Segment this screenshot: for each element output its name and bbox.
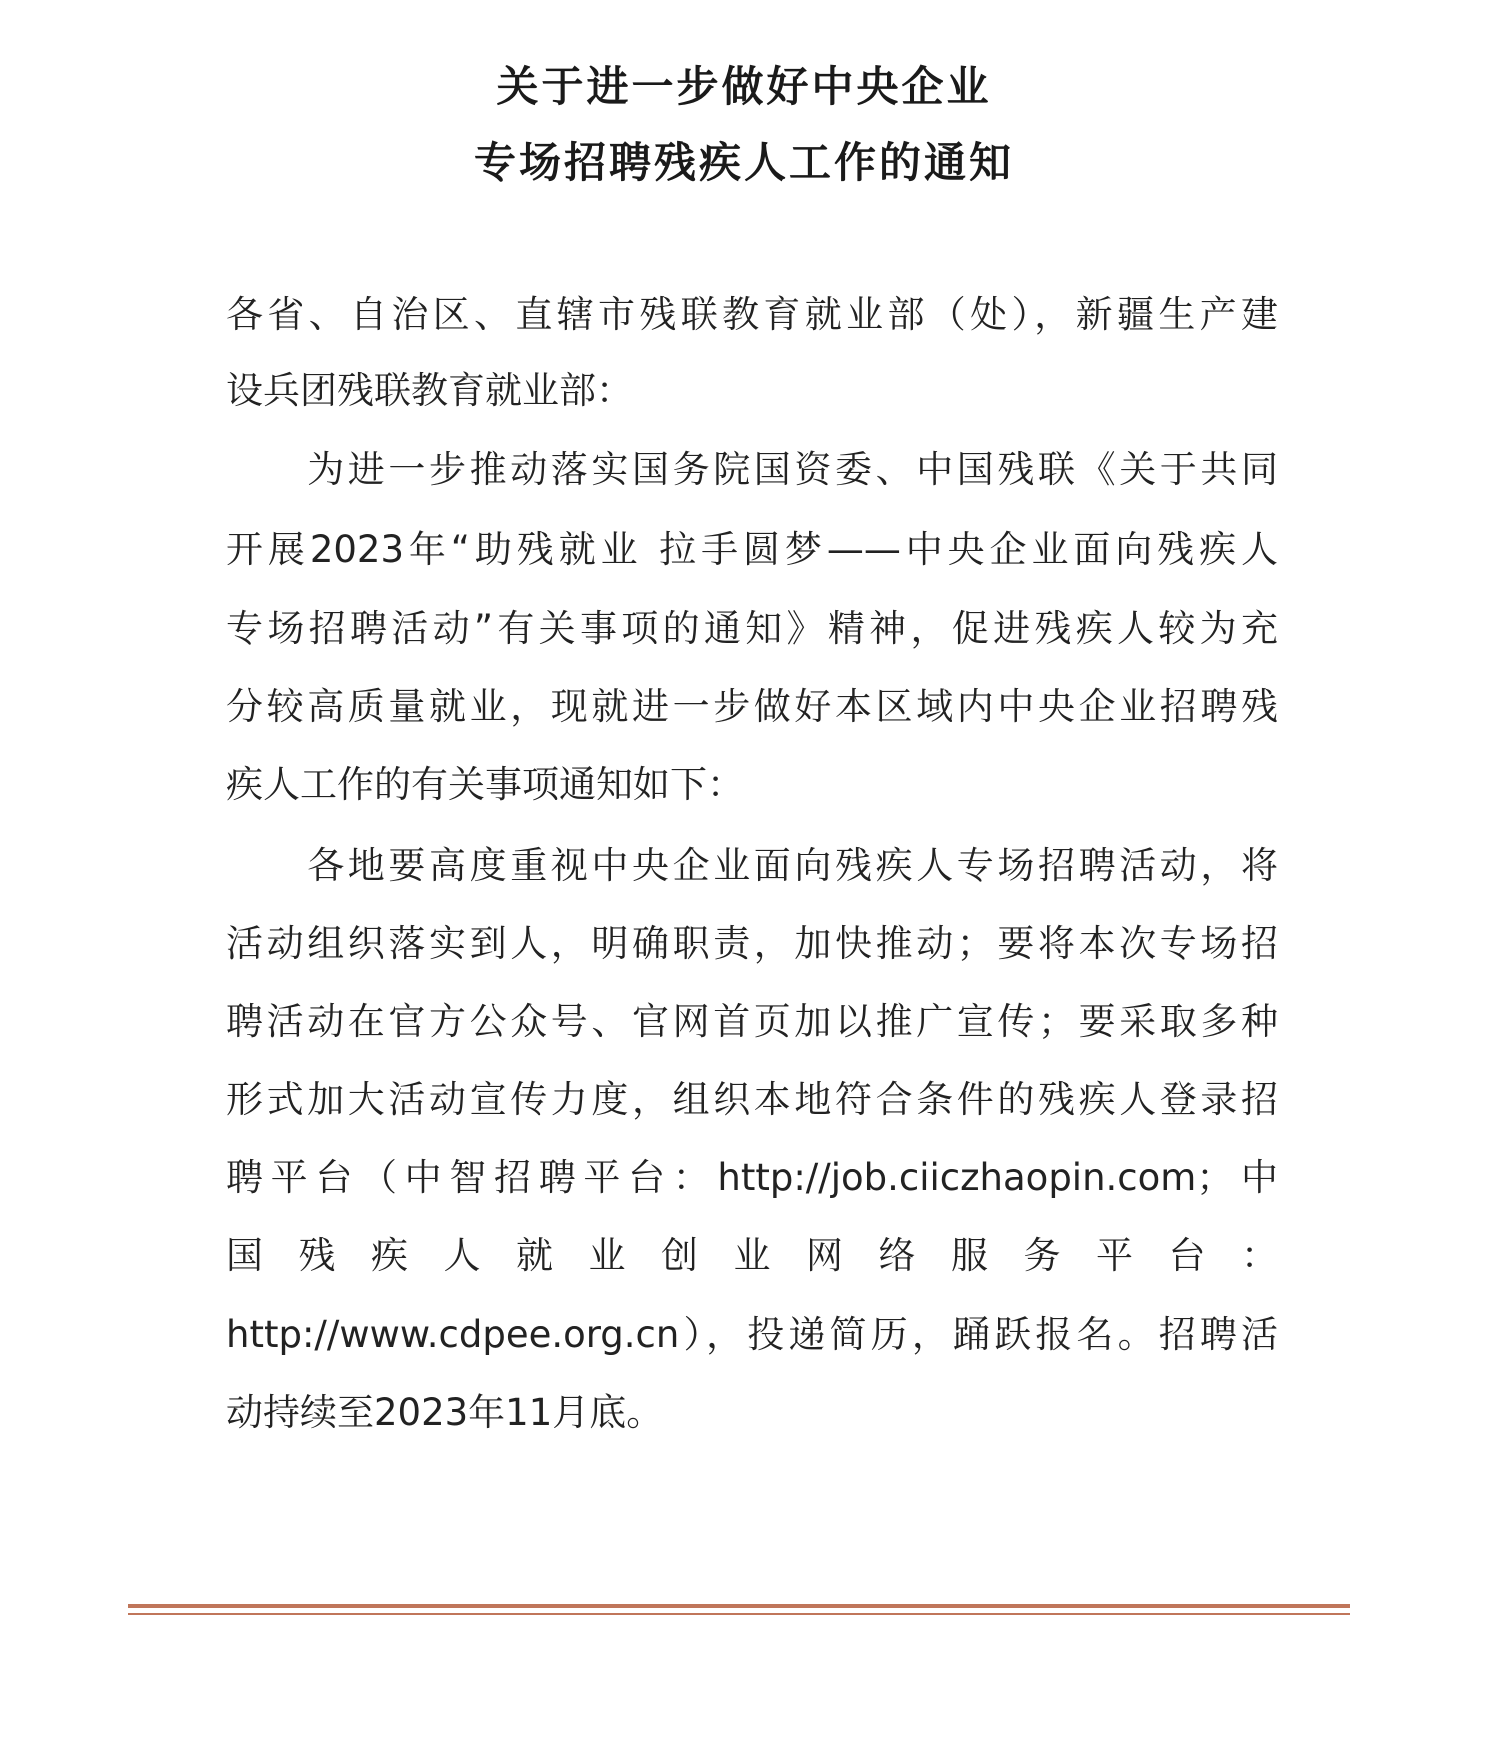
document-title-line-1: 关于进一步做好中央企业	[496, 62, 992, 111]
body-line-6: 分较高质量就业，现就进一步做好本区域内中央企业招聘残	[226, 685, 1278, 728]
body-line-7: 疾人工作的有关事项通知如下：	[226, 763, 744, 806]
body-line-9: 活动组织落实到人，明确职责，加快推动；要将本次专场招	[226, 922, 1278, 965]
body-line-15: 动持续至2023年11月底。	[226, 1391, 664, 1434]
body-line-2: 设兵团残联教育就业部：	[226, 369, 633, 412]
body-line-8: 各地要高度重视中央企业面向残疾人专场招聘活动，将	[226, 844, 1278, 887]
footer-rule-thick	[128, 1604, 1350, 1608]
body-line-12: 聘平台（中智招聘平台：http://job.ciiczhaopin.com；中	[226, 1156, 1278, 1199]
body-line-3: 为进一步推动落实国务院国资委、中国残联《关于共同	[226, 448, 1278, 491]
body-line-10: 聘活动在官方公众号、官网首页加以推广宣传；要采取多种	[226, 1000, 1278, 1043]
body-line-1: 各省、自治区、直辖市残联教育就业部（处），新疆生产建	[226, 293, 1278, 336]
body-line-14: http://www.cdpee.org.cn），投递简历，踊跃报名。招聘活	[226, 1313, 1278, 1356]
document-title-line-2: 专场招聘残疾人工作的通知	[473, 138, 1014, 187]
body-line-11: 形式加大活动宣传力度，组织本地符合条件的残疾人登录招	[226, 1078, 1278, 1121]
body-line-13: 国残疾人就业创业网络服务平台：	[226, 1234, 1278, 1277]
body-line-4: 开展2023年“助残就业 拉手圆梦——中央企业面向残疾人	[226, 528, 1278, 571]
footer-rule-thin	[128, 1613, 1350, 1615]
body-line-5: 专场招聘活动”有关事项的通知》精神，促进残疾人较为充	[226, 607, 1278, 650]
